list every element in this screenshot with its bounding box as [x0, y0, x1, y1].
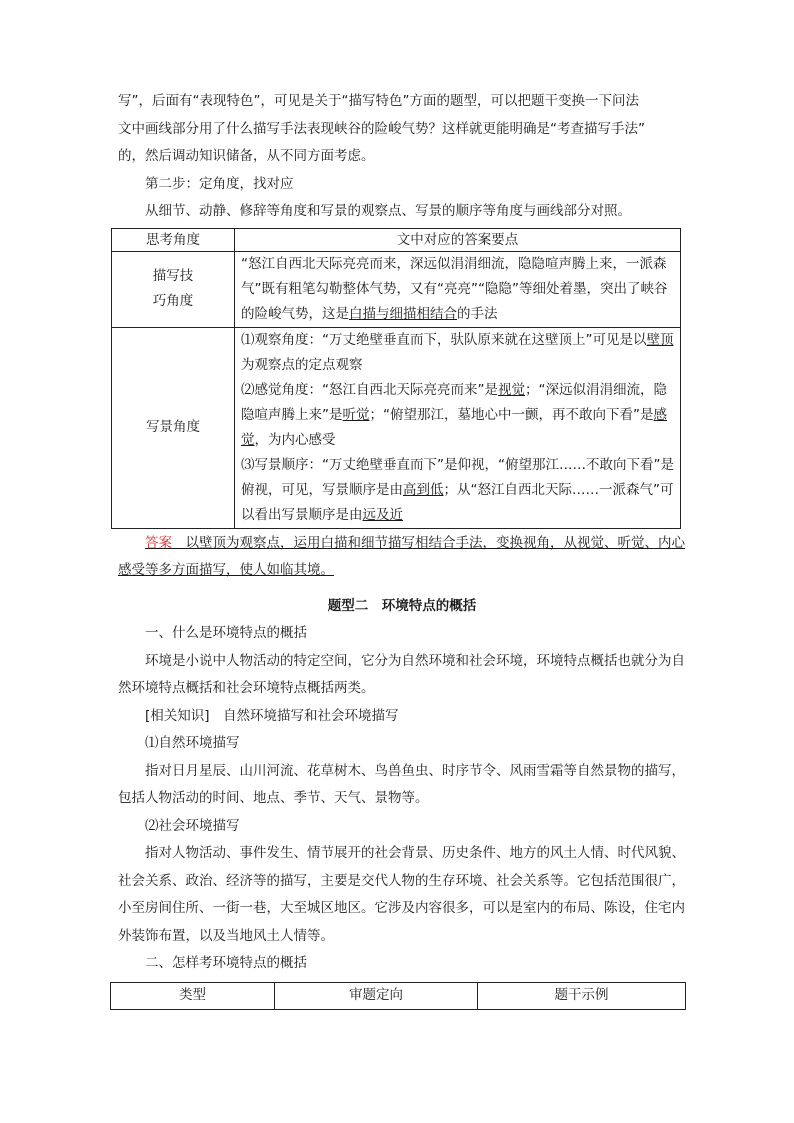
- heading-how: 二、怎样考环境特点的概括: [145, 955, 307, 971]
- order-point: [241, 453, 674, 528]
- angle-technique-line2: 巧角度: [152, 293, 194, 309]
- step2-heading: 第二步：定角度，找对应: [145, 175, 294, 192]
- order-underlined-high-low: 高到低: [403, 481, 444, 498]
- technique-underlined: 白描与细描相结合: [349, 305, 457, 322]
- social-env-text: 指对人物活动、事件发生、情节展开的社会背景、历史条件、地方的风土人情、时代风貌、社会关系、政治、经济等的描写，主要是交代人物的生存环境、社会关系等。它包括范围很广，小至房间住所、一街一巷，大至城区地区。它涉及内容很多，可以是室内的布局、陈设，住宅内外装饰布置，以及当地风土人情等。: [118, 845, 685, 944]
- analysis-table-header: [112, 228, 681, 251]
- natural-env-heading: ⑴自然环境描写: [145, 735, 240, 751]
- intro-line-1: 写”，后面有“表现特色”，可见是关于“描写特色”方面的题型，可以把题干变换一下问法: [118, 93, 639, 109]
- angle-scenery: 写景角度: [112, 327, 235, 528]
- section-title: 题型二 环境特点的概括: [327, 597, 477, 614]
- analysis-table: [111, 228, 681, 529]
- header-angle: 思考角度: [112, 228, 235, 251]
- scenery-points: [235, 327, 681, 528]
- exam-type-table-header: [111, 982, 686, 1009]
- observation-point: [241, 328, 674, 378]
- angle-technique: [112, 251, 235, 327]
- header-example: 题干示例: [478, 982, 686, 1009]
- technique-points: [235, 251, 681, 327]
- table-row: [112, 327, 681, 528]
- sense-point: [241, 378, 674, 453]
- natural-env-text: 指对日月星辰、山川河流、花草树木、鸟兽鱼虫、时序节令、风雨雪霜等自然景物的描写，包括人物活动的时间、地点、季节、天气、景物等。: [118, 762, 685, 806]
- intro-line-2: 文中画线部分用了什么描写手法表现峡谷的险峻气势？这样就更能明确是“考查描写手法”: [118, 120, 645, 137]
- definition-paragraph: 环境是小说中人物活动的特定空间，它分为自然环境和社会环境，环境特点概括也就分为自然环境特点概括和社会环境特点概括两类。: [118, 652, 685, 696]
- social-env-heading: ⑵社会环境描写: [145, 817, 240, 834]
- answer-text: 以壁顶为观察点，运用白描和细节描写相结合手法，变换视角，从视觉、听觉、内心感受等多方面描写，使人如临其境。: [118, 534, 685, 578]
- sense-text-b: ；“深远似涓涓细流，隐隐喧声腾上来”是: [241, 381, 667, 423]
- sense-text-d: ，为内心感受: [254, 431, 336, 448]
- table-row: [112, 251, 681, 327]
- header-direction: 审题定向: [275, 982, 478, 1009]
- technique-text-end: 的手法: [457, 305, 498, 322]
- sense-underlined-visual: 视觉: [498, 381, 525, 398]
- order-text-b: ；从“怒江自西北天际……一派森气”可以看出写景顺序是由: [241, 481, 674, 523]
- technique-text: “怒江自西北天际亮亮而来，深远似涓涓细流，隐隐喧声腾上来，一派森气”既有粗笔勾勒整体气势，又有“亮亮”“隐隐”等细处着墨，突出了峡谷的险峻气势，这是: [241, 255, 668, 322]
- page-content: [118, 88, 686, 1010]
- intro-line-3: 的，然后调动知识储备，从不同方面考虑。: [118, 148, 375, 164]
- related-knowledge: [相关知识] 自然环境描写和社会环境描写: [145, 707, 399, 724]
- sense-text-c: ；“俯望那江，墓地心中一颤，再不敢向下看”是: [369, 406, 654, 423]
- sense-underlined-auditory: 听觉: [342, 406, 370, 423]
- observation-text-end: 为观察点的定点观察: [241, 356, 363, 373]
- answer-paragraph: [118, 530, 686, 585]
- order-text-a: ⑶写景顺序：“万丈绝壁垂直而下”是仰视，“俯望那江……不敢向下看”是俯视，可见，写景顺序是由: [241, 456, 674, 498]
- header-type: 类型: [111, 982, 275, 1009]
- answer-label: 答案: [145, 534, 172, 551]
- heading-what: 一、什么是环境特点的概括: [145, 625, 307, 641]
- sense-underlined-feeling: 感觉: [241, 406, 667, 448]
- observation-text: ⑴观察角度：“万丈绝壁垂直而下，驮队原来就在这壁顶上”可见是以: [241, 331, 647, 348]
- step2-text: 从细节、动静、修辞等角度和写景的观察点、写景的顺序等角度与画线部分对照。: [145, 203, 631, 219]
- order-underlined-far-near: 远及近: [362, 506, 403, 523]
- exam-type-table: [110, 982, 686, 1010]
- header-points: 文中对应的答案要点: [235, 228, 681, 251]
- sense-text-a: ⑵感觉角度：“怒江自西北天际亮亮而来”是: [241, 381, 498, 398]
- observation-underlined: 壁顶: [646, 331, 674, 348]
- angle-technique-line1: 描写技: [152, 268, 194, 284]
